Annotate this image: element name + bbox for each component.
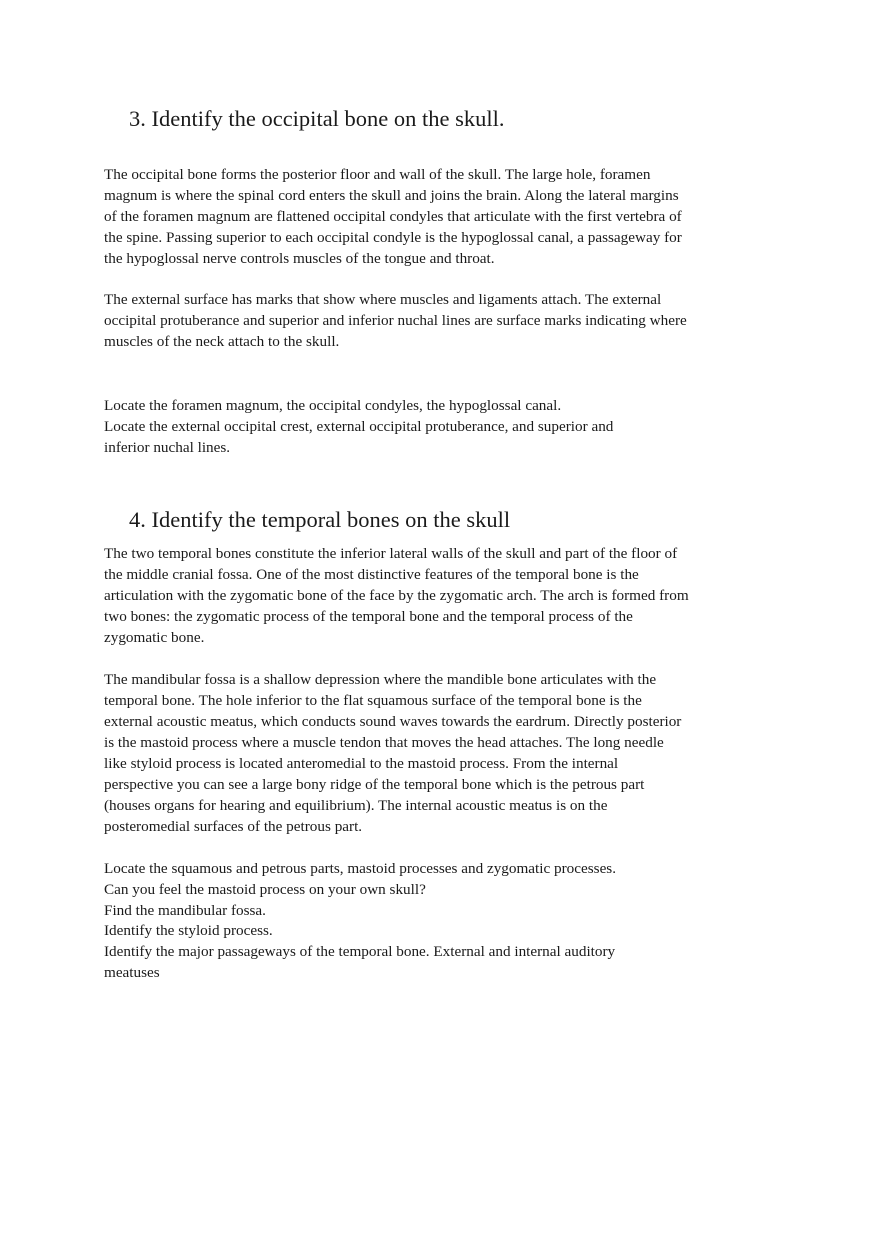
text-line: the hypoglossal nerve controls muscles of the tongue and throat. [104, 250, 495, 267]
task-line: Locate the squamous and petrous parts, mastoid processes and zygomatic processes. [104, 860, 617, 877]
text-line: The mandibular fossa is a shallow depression where the mandible bone articulates with the [104, 671, 657, 688]
text-line: two bones: the zygomatic process of the temporal bone and the temporal process of the [104, 608, 633, 625]
text-line: zygomatic bone. [104, 629, 205, 646]
text-line: temporal bone. The hole inferior to the flat squamous surface of the temporal bone is the [104, 692, 642, 709]
task-line: Find the mandibular fossa. [104, 902, 266, 919]
section-4-heading: 4. Identify the temporal bones on the skull [129, 507, 511, 532]
task-line: inferior nuchal lines. [104, 439, 231, 456]
text-line: The occipital bone forms the posterior floor and wall of the skull. The large hole, foramen [104, 166, 651, 183]
task-line: meatuses [104, 964, 160, 981]
task-line: Identify the major passageways of the temporal bone. External and internal auditory [104, 943, 616, 960]
text-line: articulation with the zygomatic bone of the face by the zygomatic arch. The arch is formed from [104, 587, 689, 604]
text-line: external acoustic meatus, which conducts sound waves towards the eardrum. Directly posterior [104, 713, 682, 730]
text-line: The external surface has marks that show where muscles and ligaments attach. The external [104, 291, 662, 308]
section-3-heading: 3. Identify the occipital bone on the skull. [129, 106, 505, 131]
task-line: Locate the external occipital crest, external occipital protuberance, and superior and [104, 418, 614, 435]
task-line: Locate the foramen magnum, the occipital condyles, the hypoglossal canal. [104, 397, 562, 414]
task-line: Can you feel the mastoid process on your own skull? [104, 881, 426, 898]
text-line: the spine. Passing superior to each occipital condyle is the hypoglossal canal, a passageway for [104, 229, 682, 246]
text-line: like styloid process is located anteromedial to the mastoid process. From the internal [104, 755, 619, 772]
text-line: is the mastoid process where a muscle tendon that moves the head attaches. The long needle [104, 734, 664, 751]
text-line: magnum is where the spinal cord enters the skull and joins the brain. Along the lateral margins [104, 187, 679, 204]
task-line: Identify the styloid process. [104, 922, 273, 939]
text-line: muscles of the neck attach to the skull. [104, 333, 340, 350]
text-line: the middle cranial fossa. One of the most distinctive features of the temporal bone is the [104, 566, 639, 583]
text-line: posteromedial surfaces of the petrous part. [104, 818, 363, 835]
text-line: The two temporal bones constitute the inferior lateral walls of the skull and part of the floor of [104, 545, 678, 562]
text-line: (houses organs for hearing and equilibrium). The internal acoustic meatus is on the [104, 797, 608, 814]
text-line: of the foramen magnum are flattened occipital condyles that articulate with the first vertebra of [104, 208, 682, 225]
text-line: perspective you can see a large bony ridge of the temporal bone which is the petrous part [104, 776, 645, 793]
text-line: occipital protuberance and superior and inferior nuchal lines are surface marks indicating where [104, 312, 687, 329]
